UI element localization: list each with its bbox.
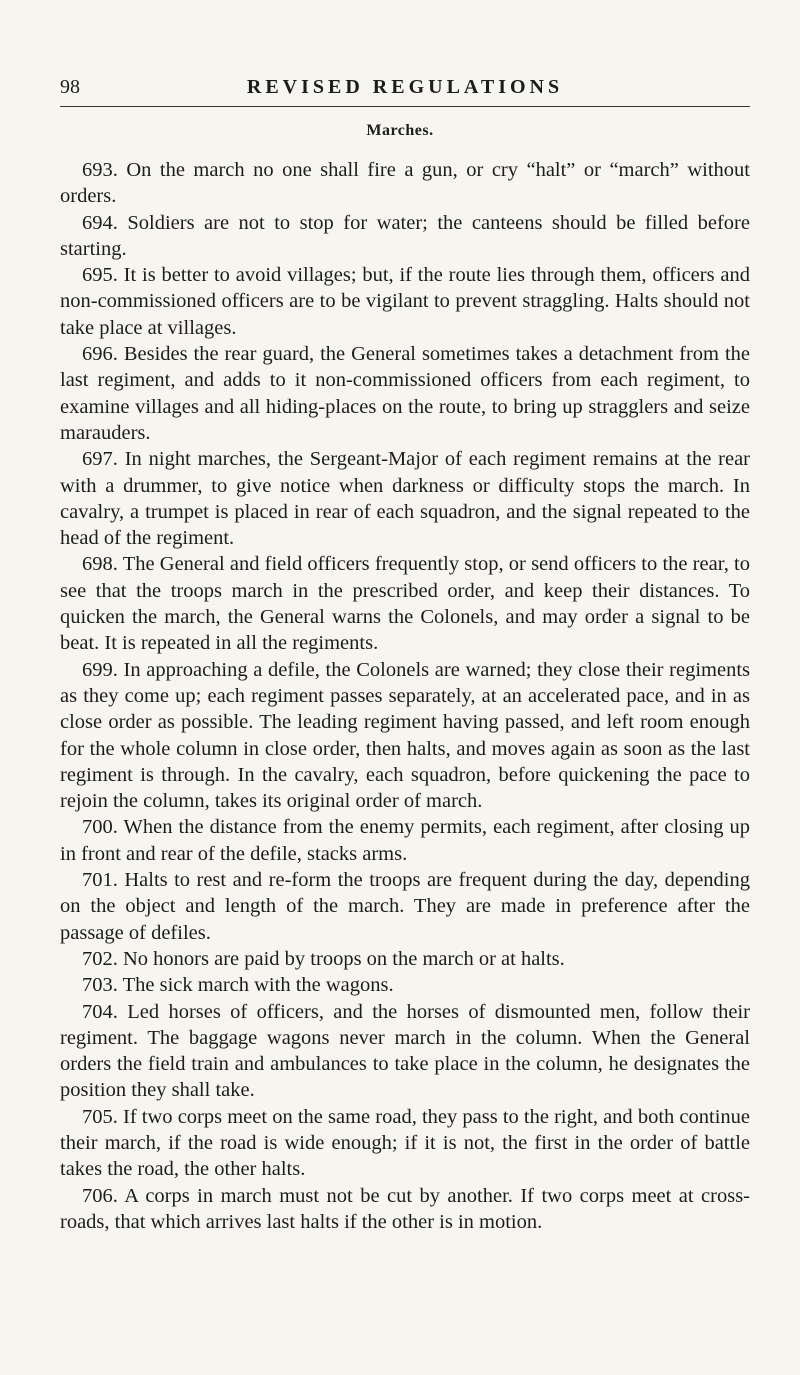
paragraph-706: 706. A corps in march must not be cut by another. If two corps meet at cross-roads, that which arrives last halts if the other is in motion. — [60, 1184, 750, 1233]
header-rule — [60, 106, 750, 107]
body-text — [60, 157, 750, 1235]
paragraph-704: 704. Led horses of officers, and the horses of dismounted men, follow their regiment. The baggage wagons never march in the column. When the General orders the field train and ambulances to take place in the column, he designates the position they shall take. — [60, 1000, 750, 1102]
paragraph-698: 698. The General and field officers frequently stop, or send officers to the rear, to see that the troops march in the prescribed order, and keep their distances. To quicken the march, the General warns the Colonels, and may order a signal to be beat. It is repeated in all the regiments. — [60, 553, 750, 655]
paragraph-702: 702. No honors are paid by troops on the march or at halts. — [82, 947, 565, 970]
paragraph-694: 694. Soldiers are not to stop for water; the canteens should be filled before starting. — [60, 211, 750, 260]
paragraph-697: 697. In night marches, the Sergeant-Major of each regiment remains at the rear with a drummer, to give notice when darkness or difficulty stops the march. In cavalry, a trumpet is placed in rear of each squadron, and the signal repeated to the head of the regiment. — [60, 448, 750, 550]
section-title: Marches. — [366, 122, 434, 139]
paragraph-701: 701. Halts to rest and re-form the troops are frequent during the day, depending on the object and length of the march. They are made in preference after the passage of defiles. — [60, 869, 750, 944]
paragraph-699: 699. In approaching a defile, the Colonels are warned; they close their regiments as they come up; each regiment passes separately, at an accelerated pace, and in as close order as possible. The leading regiment having passed, and left room enough for the whole column in close order, then halts, and moves again as soon as the last regiment is through. In the cavalry, each squadron, before quickening the pace to rejoin the column, takes its original order of march. — [60, 658, 750, 813]
page-number: 98 — [60, 76, 80, 98]
paragraph-705: 705. If two corps meet on the same road, they pass to the right, and both continue their march, if the road is wide enough; if it is not, the first in the order of battle takes the road, the other halts. — [60, 1105, 750, 1181]
paragraph-700: 700. When the distance from the enemy permits, each regiment, after closing up in front and rear of the defile, stacks arms. — [60, 816, 750, 865]
paragraph-696: 696. Besides the rear guard, the General sometimes takes a detachment from the last regiment, and adds to it non-commissioned officers from each regiment, to examine villages and all hiding-places on the route, to bring up stragglers and seize marauders. — [60, 343, 750, 444]
paragraph-693: 693. On the march no one shall fire a gun, or cry “halt” or “march” without orders. — [60, 159, 750, 208]
page-header — [60, 76, 750, 106]
running-title: REVISED REGULATIONS — [246, 76, 564, 98]
paragraph-695: 695. It is better to avoid villages; but, if the route lies through them, officers and non-commissioned officers are to be vigilant to prevent straggling. Halts should not take place at villages. — [60, 264, 750, 339]
paragraph-703: 703. The sick march with the wagons. — [82, 974, 394, 997]
